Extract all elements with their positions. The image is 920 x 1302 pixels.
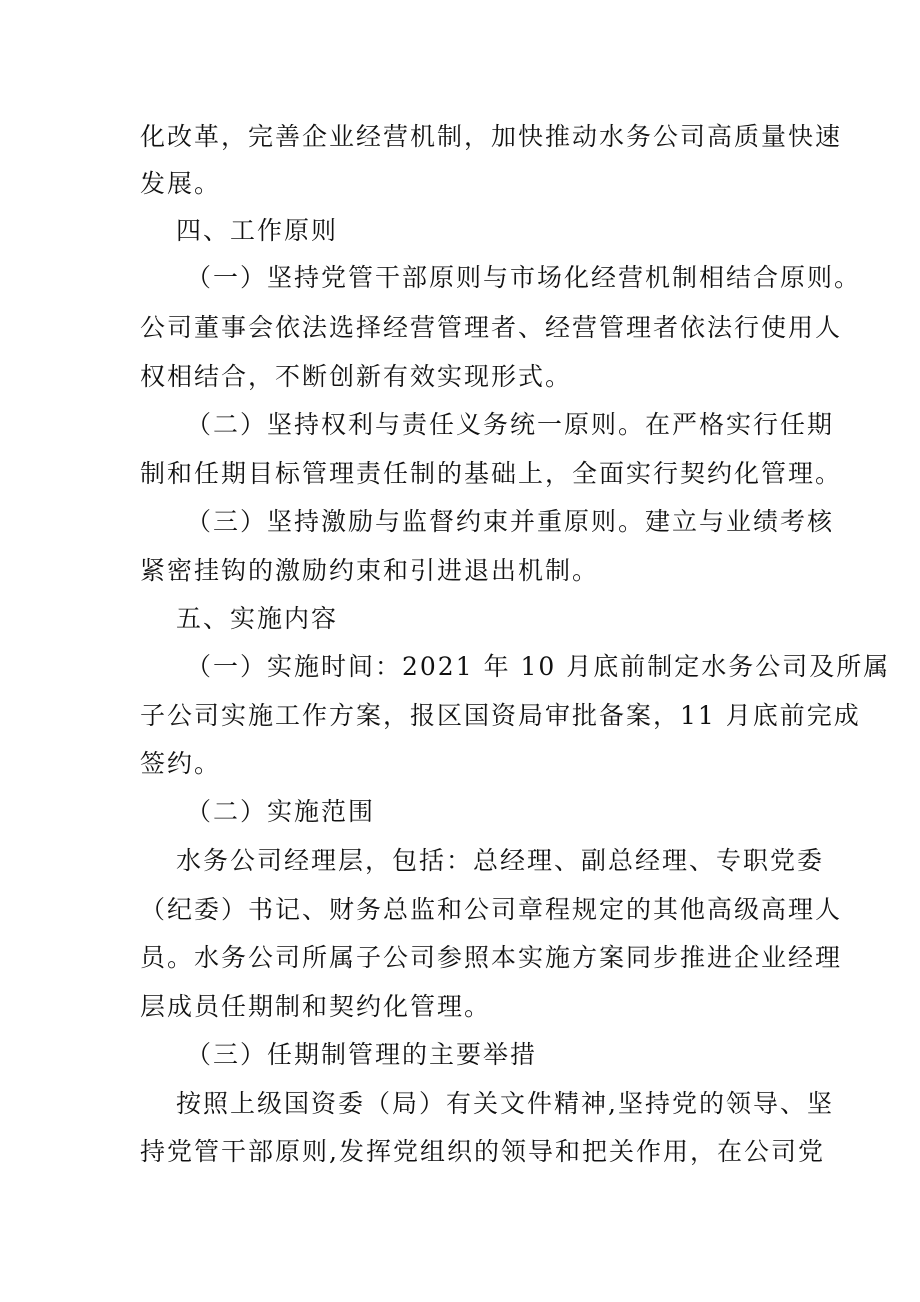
section-heading: 五、实施内容 (176, 604, 339, 633)
paragraph-line: 制和任期目标管理责任制的基础上，全面实行契约化管理。 (140, 459, 843, 488)
subsection-heading: （二）坚持权利与责任义务统一原则。在严格实行任期 (186, 410, 835, 439)
paragraph-line: 紧密挂钩的激励约束和引进退出机制。 (140, 556, 600, 585)
subsection-heading: （一）坚持党管干部原则与市场化经营机制相结合原则。 (186, 263, 862, 292)
paragraph-line: 员。水务公司所属子公司参照本实施方案同步推进企业经理 (140, 943, 843, 972)
subsection-heading: （三）任期制管理的主要举措 (186, 1040, 538, 1069)
paragraph-line: 发展。 (140, 169, 222, 198)
paragraph-line: 水务公司经理层，包括：总经理、副总经理、专职党委 (176, 846, 825, 875)
subsection-heading: （二）实施范围 (186, 797, 376, 826)
section-heading: 四、工作原则 (176, 216, 339, 245)
paragraph-line: 化改革，完善企业经营机制，加快推动水务公司高质量快速 (140, 122, 843, 151)
paragraph-line: 公司董事会依法选择经营管理者、经营管理者依法行使用人 (140, 313, 843, 342)
subsection-heading: （三）坚持激励与监督约束并重原则。建立与业绩考核 (186, 507, 835, 536)
subsection-heading: （一）实施时间：2021 年 10 月底前制定水务公司及所属 (186, 652, 891, 681)
paragraph-line: 权相结合，不断创新有效实现形式。 (140, 362, 573, 391)
paragraph-line: 层成员任期制和契约化管理。 (140, 992, 492, 1021)
paragraph-line: 签约。 (140, 749, 222, 778)
paragraph-line: 子公司实施工作方案，报区国资局审批备案，11 月底前完成 (140, 701, 861, 730)
paragraph-line: 按照上级国资委（局）有关文件精神,坚持党的领导、坚 (176, 1089, 834, 1118)
paragraph-line: （纪委）书记、财务总监和公司章程规定的其他高级高理人 (140, 895, 843, 924)
paragraph-line: 持党管干部原则,发挥党组织的领导和把关作用，在公司党 (140, 1137, 825, 1166)
